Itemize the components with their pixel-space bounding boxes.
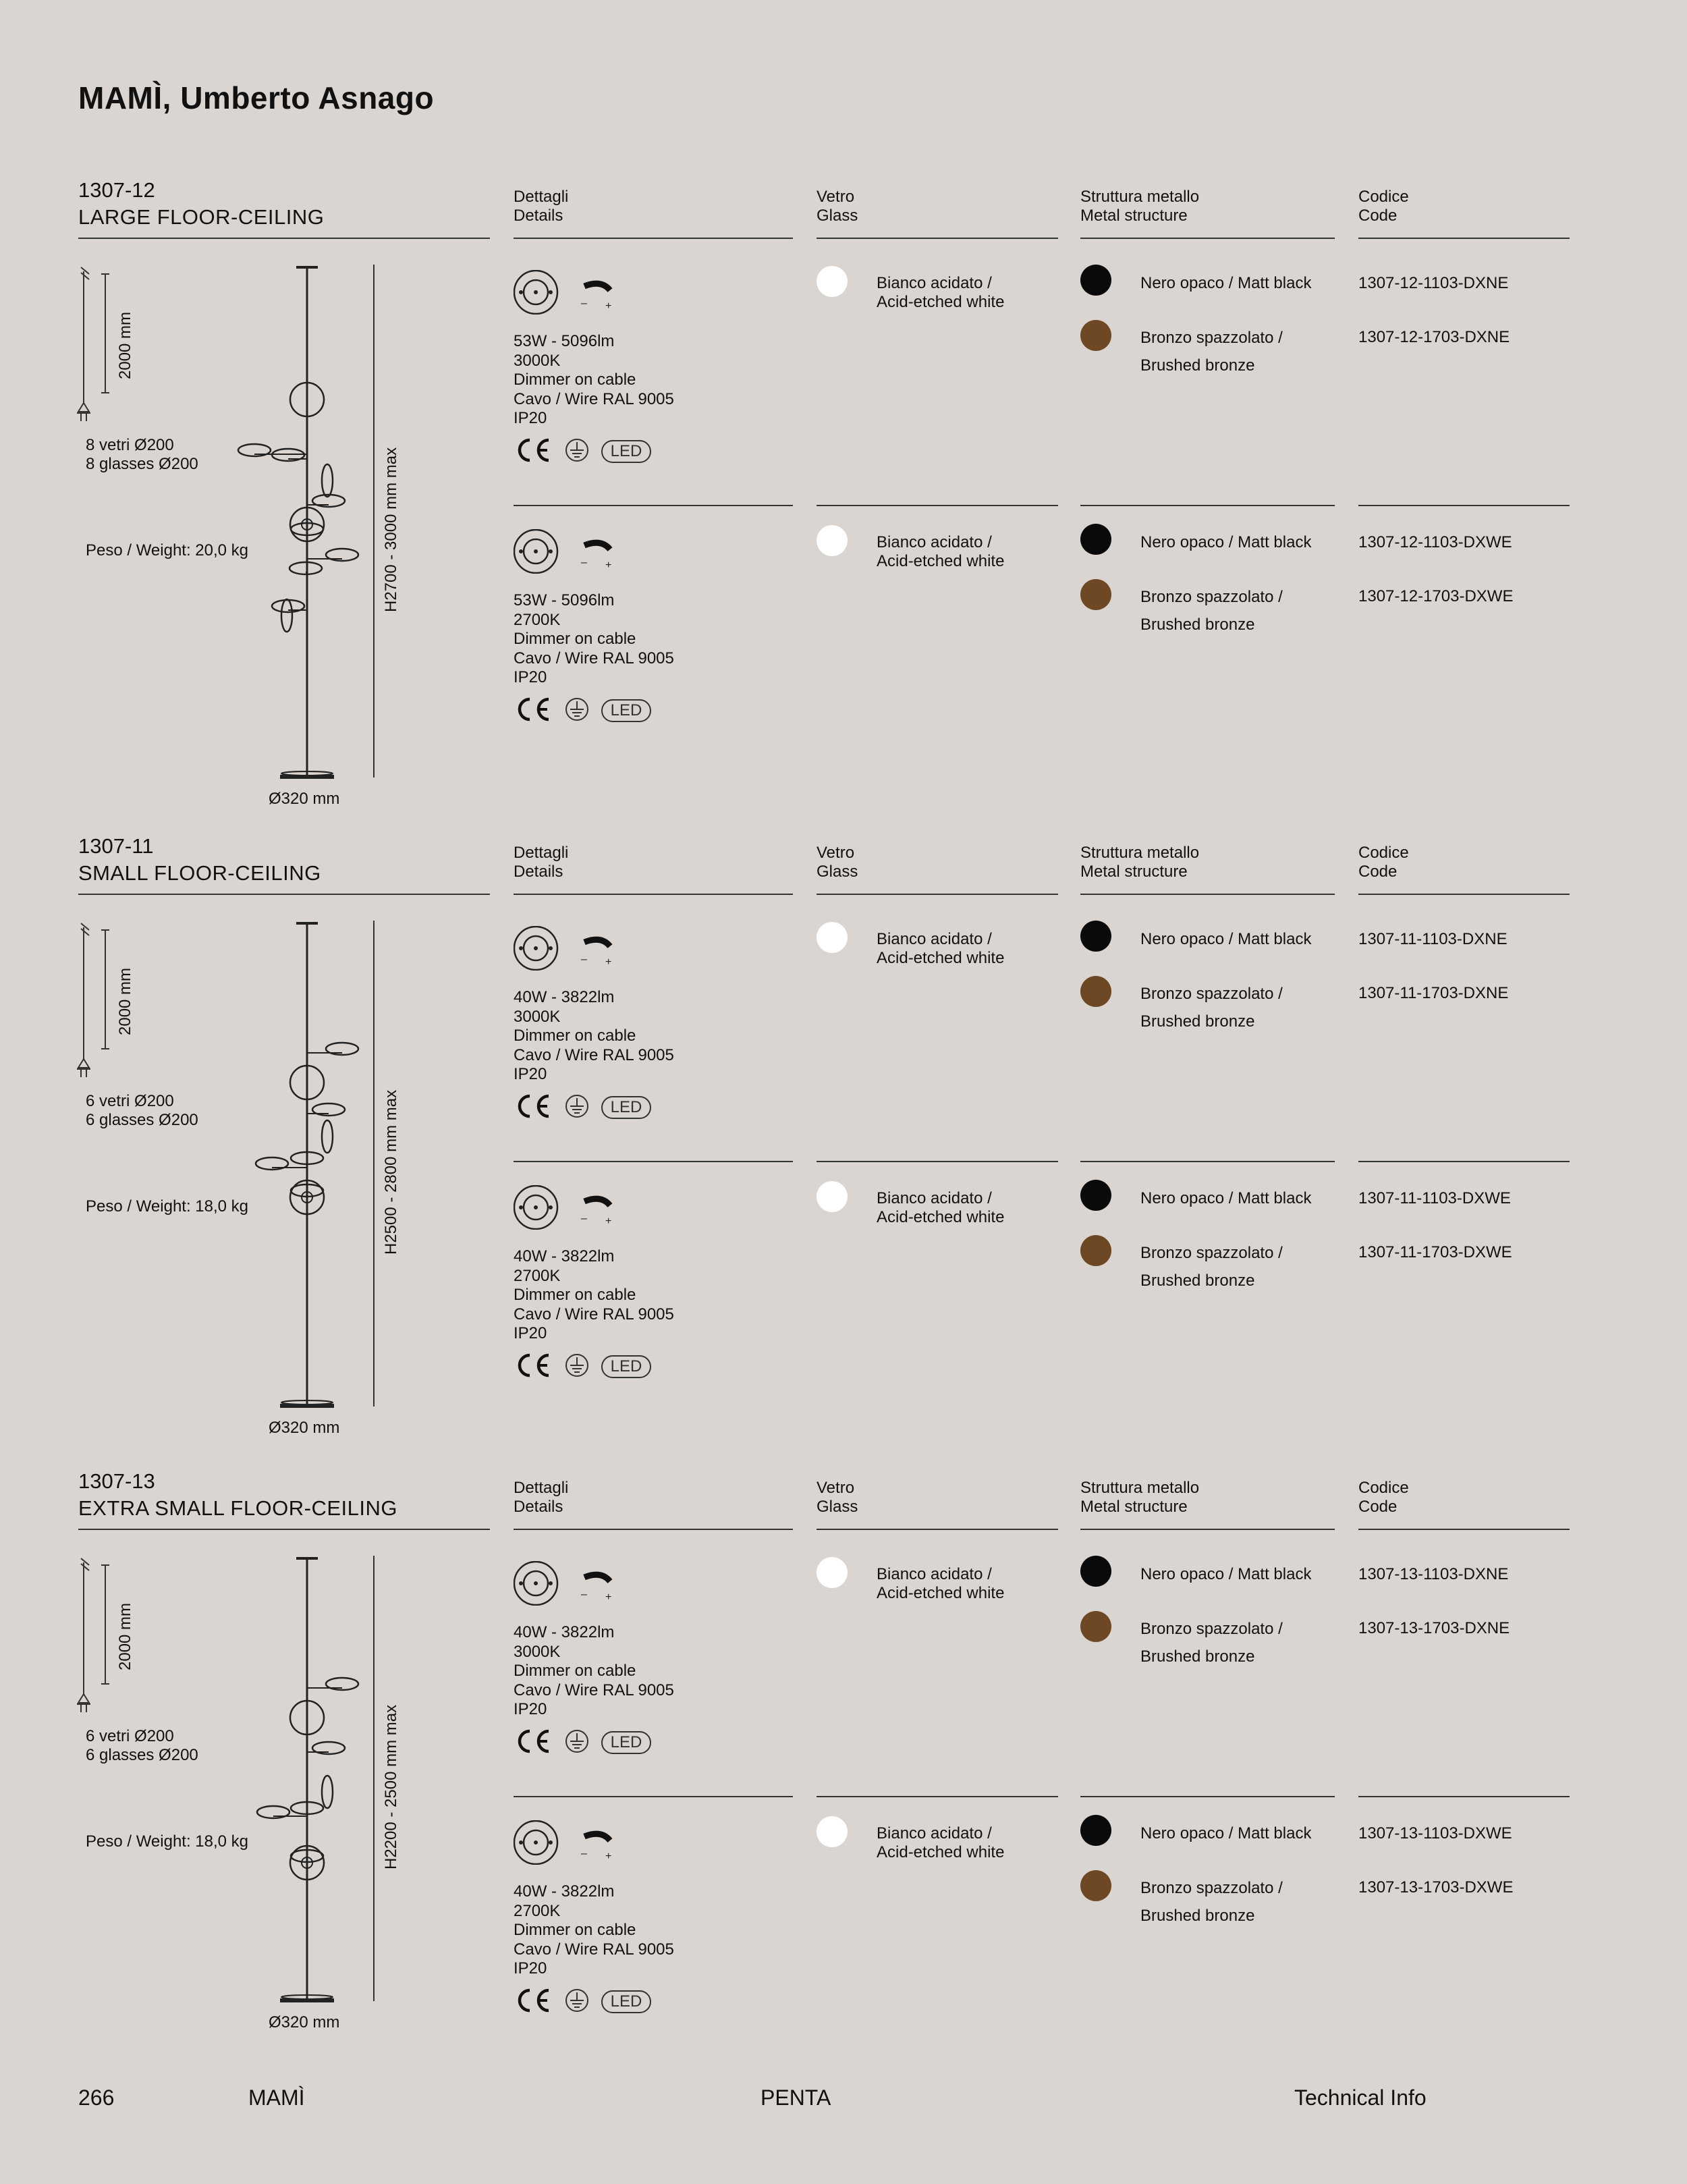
product-code-bronze: 1307-12-1703-DXNE <box>1358 328 1510 346</box>
glass-header-en: Glass <box>817 207 858 225</box>
metal-finish-bronze-it: Bronzo spazzolato / <box>1140 329 1283 347</box>
variant-rule <box>817 505 1058 506</box>
metal-header <box>1080 1479 1199 1517</box>
metal-swatch-black <box>1080 1180 1111 1211</box>
spec-line: IP20 <box>514 668 547 686</box>
lamp-drawing <box>233 921 381 1420</box>
spec-line: 2700K <box>514 1266 561 1285</box>
metal-swatch-bronze <box>1080 1235 1111 1266</box>
variant-specs <box>514 1623 674 1720</box>
cable-length: 2000 mm <box>116 967 134 1035</box>
ce-mark-icon <box>520 1731 549 1751</box>
model-code: 1307-12 <box>78 178 155 202</box>
spec-line: Cavo / Wire RAL 9005 <box>514 649 674 667</box>
product-code-black: 1307-11-1103-DXWE <box>1358 1189 1511 1207</box>
metal-finish-bronze <box>1140 1874 1283 1930</box>
product-code-bronze: 1307-13-1703-DXNE <box>1358 1619 1510 1637</box>
details-header <box>514 844 568 881</box>
glass-finish-en: Acid-etched white <box>877 1843 1005 1861</box>
header-rule <box>1080 238 1335 239</box>
variant-rule <box>514 1161 793 1162</box>
spec-line: Cavo / Wire RAL 9005 <box>514 1940 674 1959</box>
metal-finish-bronze-it: Bronzo spazzolato / <box>1140 1879 1283 1897</box>
details-header <box>514 1479 568 1517</box>
spec-line: IP20 <box>514 1700 547 1718</box>
glass-header-it: Vetro <box>817 844 855 862</box>
header-rule <box>1358 1529 1570 1530</box>
glass-count-en: 8 glasses Ø200 <box>86 455 198 473</box>
dimmer-curve-icon <box>581 1834 611 1862</box>
metal-finish-bronze-it: Bronzo spazzolato / <box>1140 985 1283 1003</box>
glass-count <box>86 436 198 474</box>
spec-line: 40W - 3822lm <box>514 988 615 1006</box>
glass-finish-en: Acid-etched white <box>877 949 1005 967</box>
spec-line: Dimmer on cable <box>514 630 636 648</box>
ce-mark-icon <box>520 699 549 719</box>
glass-swatch-white <box>817 922 848 953</box>
spec-line: 3000K <box>514 1642 561 1661</box>
spec-line: Dimmer on cable <box>514 1286 636 1304</box>
spec-line: IP20 <box>514 1065 547 1083</box>
variant-specs <box>514 591 674 688</box>
glass-count-en: 6 glasses Ø200 <box>86 1111 198 1129</box>
variant-rule <box>1080 505 1335 506</box>
lamp-illustration <box>233 1556 381 2018</box>
code-header-it: Codice <box>1358 188 1409 206</box>
glass-count <box>86 1092 198 1130</box>
metal-finish-bronze-it: Bronzo spazzolato / <box>1140 588 1283 606</box>
cable-plug-drawing <box>74 265 115 427</box>
metal-header-en: Metal structure <box>1080 1498 1188 1516</box>
code-header <box>1358 844 1409 881</box>
metal-swatch-black <box>1080 921 1111 952</box>
earth-ground-icon <box>566 1355 588 1376</box>
glass-header <box>817 188 858 225</box>
glass-finish-it: Bianco acidato / <box>877 1189 992 1207</box>
cable-plug-drawing <box>74 1556 115 1718</box>
product-section-1307-11 <box>0 833 1687 1440</box>
spec-line: Dimmer on cable <box>514 1027 636 1045</box>
led-icon: LED <box>601 1355 651 1378</box>
model-code: 1307-11 <box>78 834 154 858</box>
glass-swatch-white <box>817 525 848 556</box>
variant-rule <box>1358 1161 1570 1162</box>
cable-dimension <box>74 921 115 1086</box>
led-icon: LED <box>601 699 651 722</box>
details-header-it: Dettagli <box>514 188 569 206</box>
cable-plug-drawing <box>74 921 115 1083</box>
height-dimension-line <box>373 265 375 777</box>
metal-header-en: Metal structure <box>1080 863 1188 881</box>
spec-line: IP20 <box>514 409 547 427</box>
header-rule <box>817 894 1058 895</box>
variant-icons <box>514 926 615 974</box>
svg-text:+: + <box>605 559 612 571</box>
footer-section: Technical Info <box>1294 2085 1427 2110</box>
glass-finish-en: Acid-etched white <box>877 293 1005 311</box>
metal-finish-bronze <box>1140 324 1283 379</box>
glass-finish <box>877 533 1004 571</box>
earth-ground-icon <box>566 1095 588 1117</box>
earth-ground-icon <box>566 1730 588 1752</box>
svg-text:–: – <box>581 557 587 568</box>
height-dimension: H2500 - 2800 mm max <box>382 1089 400 1255</box>
page-title: MAMÌ, Umberto Asnago <box>78 80 435 115</box>
variant-specs <box>514 1882 674 1979</box>
glass-finish-en: Acid-etched white <box>877 1584 1005 1602</box>
metal-swatch-black <box>1080 265 1111 296</box>
metal-finish-bronze-en: Brushed bronze <box>1140 356 1255 375</box>
glass-header <box>817 844 858 881</box>
metal-swatch-black <box>1080 1815 1111 1846</box>
glass-header-en: Glass <box>817 1498 858 1516</box>
footer-product: MAMÌ <box>248 2085 305 2110</box>
spec-line: Cavo / Wire RAL 9005 <box>514 1681 674 1699</box>
base-diameter: Ø320 mm <box>269 2013 340 2031</box>
metal-finish-bronze-en: Brushed bronze <box>1140 616 1255 634</box>
metal-finish-bronze-en: Brushed bronze <box>1140 1907 1255 1925</box>
cable-length: 2000 mm <box>116 1602 134 1670</box>
cable-length: 2000 mm <box>116 311 134 379</box>
product-code-black: 1307-11-1103-DXNE <box>1358 930 1508 948</box>
glass-finish-it: Bianco acidato / <box>877 274 992 292</box>
svg-text:–: – <box>581 298 587 309</box>
glass-count-it: 6 vetri Ø200 <box>86 1727 174 1745</box>
product-section-1307-12 <box>0 177 1687 821</box>
ce-mark-icon <box>520 1096 549 1116</box>
led-icon: LED <box>601 1096 651 1119</box>
product-section-1307-13 <box>0 1468 1687 2035</box>
metal-swatch-bronze <box>1080 1611 1111 1642</box>
lamp-drawing <box>233 265 381 791</box>
lamp-illustration <box>233 265 381 794</box>
spec-line: Cavo / Wire RAL 9005 <box>514 1045 674 1064</box>
header-rule <box>817 238 1058 239</box>
header-rule <box>817 1529 1058 1530</box>
svg-text:–: – <box>581 1848 587 1859</box>
metal-finish-black: Nero opaco / Matt black <box>1140 533 1312 551</box>
weight: Peso / Weight: 18,0 kg <box>86 1832 249 1851</box>
spec-line: 2700K <box>514 610 561 629</box>
product-code-black: 1307-12-1103-DXNE <box>1358 274 1509 292</box>
lamp-drawing <box>233 1556 381 2015</box>
variant-rule <box>817 1796 1058 1797</box>
variant-rule <box>1080 1161 1335 1162</box>
variant-icons <box>514 1561 615 1609</box>
base-diameter: Ø320 mm <box>269 790 340 808</box>
spec-line: 40W - 3822lm <box>514 1882 615 1901</box>
product-code-black: 1307-13-1103-DXWE <box>1358 1824 1512 1842</box>
glass-finish <box>877 1565 1004 1603</box>
header-rule <box>1080 894 1335 895</box>
variant-icons <box>514 270 615 318</box>
glass-swatch-white <box>817 1181 848 1212</box>
svg-text:–: – <box>581 1589 587 1600</box>
code-header-en: Code <box>1358 863 1398 881</box>
variant-specs <box>514 1247 674 1344</box>
header-rule <box>78 238 490 239</box>
code-header-it: Codice <box>1358 1479 1409 1497</box>
ce-mark-icon <box>520 440 549 460</box>
spec-line: 2700K <box>514 1901 561 1920</box>
model-name: SMALL FLOOR-CEILING <box>78 861 321 885</box>
height-dimension-line <box>373 1556 375 2001</box>
dimmer-icon <box>514 530 557 573</box>
metal-swatch-bronze <box>1080 1870 1111 1901</box>
metal-header-it: Struttura metallo <box>1080 188 1200 206</box>
variant-specs <box>514 988 674 1085</box>
svg-text:+: + <box>605 1851 612 1862</box>
glass-header-it: Vetro <box>817 1479 855 1497</box>
code-header-it: Codice <box>1358 844 1409 862</box>
height-dimension: H2700 - 3000 mm max <box>382 447 400 612</box>
height-dimension: H2200 - 2500 mm max <box>382 1704 400 1869</box>
cable-dimension <box>74 1556 115 1721</box>
glass-swatch-white <box>817 1816 848 1847</box>
svg-text:+: + <box>605 300 612 312</box>
code-header-en: Code <box>1358 207 1398 225</box>
glass-header-it: Vetro <box>817 188 855 206</box>
led-icon: LED <box>601 1990 651 2013</box>
metal-header-it: Struttura metallo <box>1080 1479 1200 1497</box>
svg-text:–: – <box>581 954 587 965</box>
metal-swatch-black <box>1080 524 1111 555</box>
height-dimension-line <box>373 921 375 1407</box>
spec-line: IP20 <box>514 1324 547 1342</box>
dimmer-curve-icon <box>581 1199 611 1227</box>
glass-finish <box>877 274 1004 312</box>
led-icon: LED <box>601 440 651 463</box>
metal-swatch-bronze <box>1080 579 1111 610</box>
metal-header-it: Struttura metallo <box>1080 844 1200 862</box>
dimmer-icon <box>514 1562 557 1605</box>
variant-rule <box>1358 1796 1570 1797</box>
product-code-bronze: 1307-11-1703-DXWE <box>1358 1243 1512 1261</box>
dimmer-icon <box>514 271 557 314</box>
product-code-bronze: 1307-12-1703-DXWE <box>1358 587 1514 605</box>
variant-specs <box>514 332 674 429</box>
metal-header-en: Metal structure <box>1080 207 1188 225</box>
dimmer-curve-icon <box>581 1575 611 1603</box>
details-header-en: Details <box>514 1498 563 1516</box>
dimmer-icon <box>514 1186 557 1229</box>
dimmer-icon <box>514 927 557 970</box>
metal-finish-black: Nero opaco / Matt black <box>1140 1189 1312 1207</box>
svg-text:+: + <box>605 1591 612 1603</box>
base-diameter: Ø320 mm <box>269 1419 340 1437</box>
glass-count-en: 6 glasses Ø200 <box>86 1746 198 1764</box>
spec-line: Dimmer on cable <box>514 371 636 389</box>
metal-finish-bronze-en: Brushed bronze <box>1140 1647 1255 1666</box>
glass-header-en: Glass <box>817 863 858 881</box>
model-name: EXTRA SMALL FLOOR-CEILING <box>78 1496 398 1520</box>
spec-line: 40W - 3822lm <box>514 1623 615 1641</box>
led-icon: LED <box>601 1731 651 1754</box>
glass-finish-en: Acid-etched white <box>877 1208 1005 1226</box>
svg-text:+: + <box>605 1216 612 1227</box>
spec-line: Cavo / Wire RAL 9005 <box>514 389 674 408</box>
variant-rule <box>1080 1796 1335 1797</box>
metal-swatch-black <box>1080 1556 1111 1587</box>
metal-finish-bronze-en: Brushed bronze <box>1140 1272 1255 1290</box>
glass-swatch-white <box>817 1557 848 1588</box>
product-code-black: 1307-12-1103-DXWE <box>1358 533 1512 551</box>
header-rule <box>1358 238 1570 239</box>
earth-ground-icon <box>566 1990 588 2011</box>
glass-finish-it: Bianco acidato / <box>877 930 992 948</box>
dimmer-curve-icon <box>581 543 611 571</box>
spec-line: 40W - 3822lm <box>514 1247 615 1265</box>
variant-rule <box>514 505 793 506</box>
header-rule <box>1080 1529 1335 1530</box>
spec-line: 53W - 5096lm <box>514 591 615 609</box>
metal-finish-bronze <box>1140 1239 1283 1294</box>
header-rule <box>1358 894 1570 895</box>
earth-ground-icon <box>566 439 588 461</box>
header-rule <box>514 238 793 239</box>
variant-rule <box>514 1796 793 1797</box>
ce-mark-icon <box>520 1990 549 2011</box>
header-rule <box>78 894 490 895</box>
metal-finish-bronze-it: Bronzo spazzolato / <box>1140 1620 1283 1638</box>
product-code-bronze: 1307-13-1703-DXWE <box>1358 1878 1514 1896</box>
dimmer-curve-icon <box>581 283 611 312</box>
metal-finish-black: Nero opaco / Matt black <box>1140 930 1312 948</box>
cable-dimension <box>74 265 115 430</box>
glass-finish-it: Bianco acidato / <box>877 1824 992 1842</box>
svg-text:+: + <box>605 956 612 968</box>
details-header-it: Dettagli <box>514 844 569 862</box>
details-header-en: Details <box>514 863 563 881</box>
weight: Peso / Weight: 18,0 kg <box>86 1197 249 1216</box>
glass-finish <box>877 1189 1004 1227</box>
metal-finish-bronze-en: Brushed bronze <box>1140 1012 1255 1031</box>
product-code-bronze: 1307-11-1703-DXNE <box>1358 984 1509 1002</box>
metal-swatch-bronze <box>1080 976 1111 1007</box>
header-rule <box>514 1529 793 1530</box>
model-name: LARGE FLOOR-CEILING <box>78 205 325 229</box>
variant-rule <box>817 1161 1058 1162</box>
metal-finish-bronze <box>1140 1615 1283 1670</box>
dimmer-curve-icon <box>581 939 611 968</box>
spec-line: 3000K <box>514 1007 561 1026</box>
code-header <box>1358 188 1409 225</box>
glass-finish <box>877 930 1004 968</box>
header-rule <box>78 1529 490 1530</box>
metal-header <box>1080 844 1199 881</box>
ce-mark-icon <box>520 1355 549 1375</box>
glass-count-it: 6 vetri Ø200 <box>86 1092 174 1110</box>
spec-line: Dimmer on cable <box>514 1921 636 1939</box>
svg-text:–: – <box>581 1213 587 1224</box>
glass-header <box>817 1479 858 1517</box>
metal-finish-bronze-it: Bronzo spazzolato / <box>1140 1244 1283 1262</box>
page-number: 266 <box>78 2085 115 2110</box>
dimmer-icon <box>514 1821 557 1864</box>
lamp-illustration <box>233 921 381 1423</box>
glass-finish-it: Bianco acidato / <box>877 533 992 551</box>
glass-finish-it: Bianco acidato / <box>877 1565 992 1583</box>
model-code: 1307-13 <box>78 1469 155 1493</box>
header-rule <box>514 894 793 895</box>
metal-finish-black: Nero opaco / Matt black <box>1140 1824 1312 1842</box>
spec-line: 53W - 5096lm <box>514 332 615 350</box>
spec-line: Cavo / Wire RAL 9005 <box>514 1305 674 1323</box>
metal-header <box>1080 188 1199 225</box>
variant-icons <box>514 1820 615 1868</box>
spec-line: IP20 <box>514 1959 547 1977</box>
metal-finish-black: Nero opaco / Matt black <box>1140 274 1312 292</box>
glass-finish-en: Acid-etched white <box>877 552 1005 570</box>
metal-finish-bronze <box>1140 583 1283 638</box>
variant-rule <box>1358 505 1570 506</box>
weight: Peso / Weight: 20,0 kg <box>86 541 249 559</box>
metal-finish-black: Nero opaco / Matt black <box>1140 1565 1312 1583</box>
variant-icons <box>514 529 615 577</box>
details-header <box>514 188 568 225</box>
metal-swatch-bronze <box>1080 320 1111 351</box>
spec-line: Dimmer on cable <box>514 1662 636 1680</box>
earth-ground-icon <box>566 699 588 720</box>
code-header <box>1358 1479 1409 1517</box>
code-header-en: Code <box>1358 1498 1398 1516</box>
footer-brand: PENTA <box>760 2085 831 2110</box>
glass-count <box>86 1727 198 1765</box>
variant-icons <box>514 1185 615 1233</box>
spec-line: 3000K <box>514 351 561 370</box>
metal-finish-bronze <box>1140 980 1283 1035</box>
glass-swatch-white <box>817 266 848 297</box>
glass-count-it: 8 vetri Ø200 <box>86 436 174 454</box>
details-header-it: Dettagli <box>514 1479 569 1497</box>
product-code-black: 1307-13-1103-DXNE <box>1358 1565 1509 1583</box>
details-header-en: Details <box>514 207 563 225</box>
glass-finish <box>877 1824 1004 1862</box>
